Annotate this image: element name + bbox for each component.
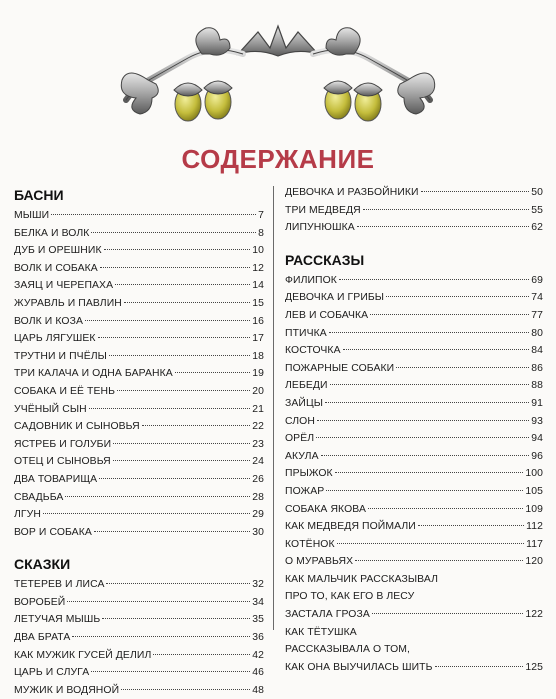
toc-entry[interactable] (285, 501, 543, 519)
toc-page-number: 80 (531, 327, 543, 339)
toc-page-number: 32 (252, 579, 264, 591)
toc-entry-title-line: ПРО ТО, КАК ЕГО В ЛЕСУ (285, 591, 415, 603)
toc-page-number: 15 (252, 297, 264, 309)
toc-page-number: 77 (531, 309, 543, 321)
toc-entry[interactable] (285, 430, 543, 448)
toc-dot-leader (102, 618, 250, 619)
toc-left-column (14, 184, 264, 699)
toc-entry[interactable] (14, 313, 264, 331)
toc-page-number: 42 (252, 649, 264, 661)
toc-dot-leader (435, 666, 524, 667)
toc-dot-leader (94, 531, 250, 532)
toc-dot-leader (113, 443, 250, 444)
toc-dot-leader (89, 408, 251, 409)
toc-entry[interactable] (14, 295, 264, 313)
toc-entry-title: АКУЛА (285, 450, 319, 462)
toc-entry-title: ЛЕТУЧАЯ МЫШЬ (14, 614, 101, 626)
toc-entry-title: КАК ОНА ВЫУЧИЛАСЬ ШИТЬ (285, 661, 433, 673)
toc-page-number: 24 (252, 456, 264, 468)
toc-dot-leader (335, 472, 524, 473)
column-divider (273, 186, 274, 630)
toc-entry-title: БЕЛКА И ВОЛК (14, 227, 90, 239)
toc-page-number: 17 (252, 333, 264, 345)
toc-section (285, 249, 543, 677)
toc-entry[interactable] (285, 360, 543, 378)
toc-entry-title: ТЕТЕРЕВ И ЛИСА (14, 579, 105, 591)
toc-entry[interactable] (14, 348, 264, 366)
toc-entry[interactable] (14, 207, 264, 225)
toc-entry-title: ЛЕВ И СОБАЧКА (285, 309, 369, 321)
toc-entry-title: ФИЛИПОК (285, 274, 337, 286)
toc-entry-title: МУЖИК И ВОДЯНОЙ (14, 684, 120, 696)
toc-entry[interactable] (14, 401, 264, 419)
toc-page-number: 100 (525, 468, 543, 480)
toc-entry[interactable] (285, 184, 543, 202)
toc-entry-title: ВОЛК И СОБАКА (14, 262, 98, 274)
toc-entry-title: ДЕВОЧКА И ГРИБЫ (285, 292, 385, 304)
toc-dot-leader (317, 420, 529, 421)
toc-page-number: 84 (531, 345, 543, 357)
toc-entry[interactable] (285, 448, 543, 466)
toc-page-number: 16 (252, 315, 264, 327)
toc-dot-leader (321, 455, 530, 456)
toc-right-column (285, 184, 543, 676)
toc-dot-leader (85, 320, 250, 321)
toc-entry[interactable] (285, 325, 543, 343)
toc-entry[interactable] (14, 260, 264, 278)
toc-page-number: 91 (531, 397, 543, 409)
toc-entry[interactable] (14, 242, 264, 260)
toc-entry-title: ДВА БРАТА (14, 632, 71, 644)
toc-dot-leader (337, 543, 524, 544)
toc-entry[interactable] (285, 553, 543, 571)
toc-page-number: 22 (252, 421, 264, 433)
toc-entry-title: ПРЫЖОК (285, 468, 333, 480)
toc-entry-title: ЦАРЬ ЛЯГУШЕК (14, 333, 96, 345)
toc-page-number: 69 (531, 274, 543, 286)
toc-entry-title: ЗАЯЦ И ЧЕРЕПАХА (14, 280, 114, 292)
toc-entry-title: ДУБ И ОРЕШНИК (14, 245, 102, 257)
toc-entry[interactable] (285, 377, 543, 395)
toc-dot-leader (109, 355, 250, 356)
toc-dot-leader (67, 601, 250, 602)
toc-dot-leader (372, 613, 524, 614)
section-title: СКАЗКИ (14, 556, 71, 573)
toc-entry[interactable] (14, 647, 264, 665)
toc-entry[interactable] (14, 576, 264, 594)
toc-section (14, 184, 264, 541)
toc-entry-title: КОТЁНОК (285, 538, 335, 550)
toc-page-number: 88 (531, 380, 543, 392)
toc-dot-leader (357, 226, 529, 227)
toc-entry-title: ВОР И СОБАКА (14, 526, 92, 538)
toc-entry[interactable] (285, 518, 543, 536)
toc-entry-title-line: КАК ТЁТУШКА (285, 626, 357, 638)
toc-entry[interactable] (14, 594, 264, 612)
toc-entry-title: ПОЖАРНЫЕ СОБАКИ (285, 362, 395, 374)
toc-entry-title: КАК МУЖИК ГУСЕЙ ДЕЛИЛ (14, 649, 152, 661)
toc-entry-title: ОТЕЦ И СЫНОВЬЯ (14, 456, 111, 468)
toc-entry-title: СОБАКА ЯКОВА (285, 503, 366, 515)
toc-page-number: 125 (525, 661, 543, 673)
toc-entry-title: ДВА ТОВАРИЩА (14, 473, 98, 485)
toc-page-number: 34 (252, 596, 264, 608)
toc-dot-leader (98, 337, 251, 338)
toc-entry-title: О МУРАВЬЯХ (285, 556, 354, 568)
toc-entry-title: ЖУРАВЛЬ И ПАВЛИН (14, 297, 122, 309)
toc-dot-leader (153, 654, 250, 655)
toc-entry-title: ПОЖАР (285, 485, 325, 497)
toc-dot-leader (121, 689, 250, 690)
toc-entry[interactable] (285, 307, 543, 325)
toc-dot-leader (330, 384, 530, 385)
toc-dot-leader (91, 232, 256, 233)
toc-entry[interactable] (14, 664, 264, 682)
toc-entry[interactable] (285, 624, 543, 677)
toc-entry[interactable] (285, 465, 543, 483)
toc-page-number: 21 (252, 403, 264, 415)
toc-dot-leader (91, 671, 250, 672)
toc-page-number: 12 (252, 262, 264, 274)
toc-entry-title: ДЕВОЧКА И РАЗБОЙНИКИ (285, 187, 419, 198)
toc-entry-title: ВОЛК И КОЗА (14, 315, 83, 327)
toc-entry-last-line (285, 659, 543, 677)
toc-dot-leader (113, 460, 250, 461)
toc-entry-title: ЛИПУНЮШКА (285, 222, 355, 234)
toc-dot-leader (100, 267, 250, 268)
toc-page-number: 86 (531, 362, 543, 374)
toc-dot-leader (421, 191, 530, 192)
toc-entry[interactable] (285, 342, 543, 360)
toc-entry-title-line: КАК МАЛЬЧИК РАССКАЗЫВАЛ (285, 573, 439, 585)
toc-dot-leader (142, 425, 250, 426)
toc-entry[interactable] (285, 395, 543, 413)
toc-page-number: 74 (531, 292, 543, 304)
toc-entry-title: СЛОН (285, 415, 315, 427)
toc-dot-leader (368, 508, 523, 509)
toc-entry-title: СОБАКА И ЕЁ ТЕНЬ (14, 385, 116, 397)
toc-entry[interactable] (14, 277, 264, 295)
toc-page-number: 30 (252, 526, 264, 538)
toc-entry-title: ЦАРЬ И СЛУГА (14, 667, 90, 679)
toc-entry-title: ЛЕБЕДИ (285, 380, 328, 392)
toc-page-number: 35 (252, 614, 264, 626)
toc-page-number: 46 (252, 667, 264, 679)
toc-entry[interactable] (14, 453, 264, 471)
toc-dot-leader (343, 349, 530, 350)
toc-dot-leader (72, 636, 250, 637)
toc-dot-leader (65, 496, 250, 497)
toc-page-number: 122 (525, 609, 543, 621)
toc-entry-title: ЗАЙЦЫ (285, 397, 324, 409)
toc-entry[interactable] (285, 483, 543, 501)
toc-entry[interactable] (285, 536, 543, 554)
toc-dot-leader (396, 367, 529, 368)
toc-dot-leader (326, 490, 523, 491)
toc-entry[interactable] (285, 202, 543, 220)
toc-dot-leader (99, 478, 250, 479)
toc-page-number: 93 (531, 415, 543, 427)
section-title: БАСНИ (14, 187, 64, 203)
toc-page-number: 28 (252, 491, 264, 503)
toc-entry[interactable] (285, 413, 543, 431)
toc-entry[interactable] (14, 436, 264, 454)
toc-entry[interactable] (14, 418, 264, 436)
toc-entry[interactable] (14, 506, 264, 524)
toc-page-number: 120 (525, 556, 543, 568)
toc-entry[interactable] (14, 225, 264, 243)
toc-page-number: 48 (252, 684, 264, 696)
toc-page-number: 8 (258, 227, 264, 239)
toc-page-number: 117 (526, 538, 543, 550)
toc-page-number: 10 (252, 245, 264, 257)
toc-entry-title: УЧЁНЫЙ СЫН (14, 403, 87, 415)
toc-entry[interactable] (285, 219, 543, 237)
toc-entry-title: ОРЁЛ (285, 433, 315, 445)
toc-entry[interactable] (14, 611, 264, 629)
toc-dot-leader (117, 390, 250, 391)
toc-entry-title: САДОВНИК И СЫНОВЬЯ (14, 421, 140, 433)
toc-page-number: 29 (252, 509, 264, 521)
toc-entry[interactable] (14, 524, 264, 542)
toc-page-number: 26 (252, 473, 264, 485)
toc-page-number: 20 (252, 385, 264, 397)
toc-dot-leader (124, 302, 250, 303)
toc-entry[interactable] (14, 471, 264, 489)
toc-page-number: 19 (252, 368, 264, 380)
toc-entry[interactable] (14, 383, 264, 401)
toc-entry-title-line: РАССКАЗЫВАЛА О ТОМ, (285, 644, 411, 656)
toc-dot-leader (339, 279, 529, 280)
toc-entry-title: ЗАСТАЛА ГРОЗА (285, 609, 370, 621)
toc-entry[interactable] (285, 289, 543, 307)
toc-entry-last-line (285, 606, 543, 624)
toc-entry[interactable] (14, 489, 264, 507)
acorn-ornament-icon (118, 14, 438, 132)
toc-entry[interactable] (14, 629, 264, 647)
toc-page-number: 7 (258, 210, 264, 221)
toc-entry-title: КАК МЕДВЕДЯ ПОЙМАЛИ (285, 521, 416, 533)
toc-page-number: 105 (525, 485, 543, 497)
toc-page-number: 36 (252, 632, 264, 644)
toc-dot-leader (325, 402, 529, 403)
toc-entry-title: ЛГУН (14, 509, 41, 521)
toc-page-number: 94 (531, 433, 543, 445)
toc-page-number: 109 (525, 503, 543, 515)
section-title: РАССКАЗЫ (285, 251, 365, 268)
toc-entry[interactable] (14, 365, 264, 383)
toc-dot-leader (43, 513, 250, 514)
toc-section (285, 184, 543, 237)
toc-page-number: 23 (252, 438, 264, 450)
toc-dot-leader (363, 209, 529, 210)
toc-page-number: 14 (252, 280, 264, 292)
toc-page-number: 18 (252, 350, 264, 362)
toc-dot-leader (418, 525, 524, 526)
toc-entry-title: ВОРОБЕЙ (14, 596, 66, 608)
toc-dot-leader (386, 296, 529, 297)
toc-dot-leader (175, 372, 250, 373)
toc-section (14, 553, 264, 699)
toc-entry-title: ТРИ КАЛАЧА И ОДНА БАРАНКА (14, 368, 173, 380)
toc-entry[interactable] (14, 682, 264, 699)
toc-dot-leader (370, 314, 529, 315)
toc-dot-leader (355, 560, 523, 561)
toc-entry-title: ТРУТНИ И ПЧЁЛЫ (14, 350, 107, 362)
toc-entry[interactable] (14, 330, 264, 348)
toc-entry-title: ТРИ МЕДВЕДЯ (285, 204, 361, 216)
toc-page-number: 112 (526, 521, 543, 533)
toc-entry-title: МЫШИ (14, 210, 50, 221)
toc-entry-title: ЯСТРЕБ И ГОЛУБИ (14, 438, 112, 450)
toc-page-number: 96 (531, 450, 543, 462)
toc-dot-leader (329, 332, 529, 333)
toc-dot-leader (51, 214, 256, 215)
toc-page-number: 55 (531, 204, 543, 216)
page-title: СОДЕРЖАНИЕ (181, 144, 375, 174)
toc-dot-leader (316, 437, 529, 438)
toc-entry-title: ПТИЧКА (285, 327, 327, 339)
toc-entry-title: КОСТОЧКА (285, 345, 341, 357)
toc-dot-leader (106, 583, 250, 584)
toc-page-number: 62 (531, 222, 543, 234)
toc-entry[interactable] (285, 571, 543, 624)
toc-dot-leader (115, 284, 250, 285)
toc-entry-title: СВАДЬБА (14, 491, 64, 503)
toc-entry[interactable] (285, 272, 543, 290)
toc-dot-leader (104, 249, 251, 250)
toc-page-number: 50 (531, 187, 543, 198)
